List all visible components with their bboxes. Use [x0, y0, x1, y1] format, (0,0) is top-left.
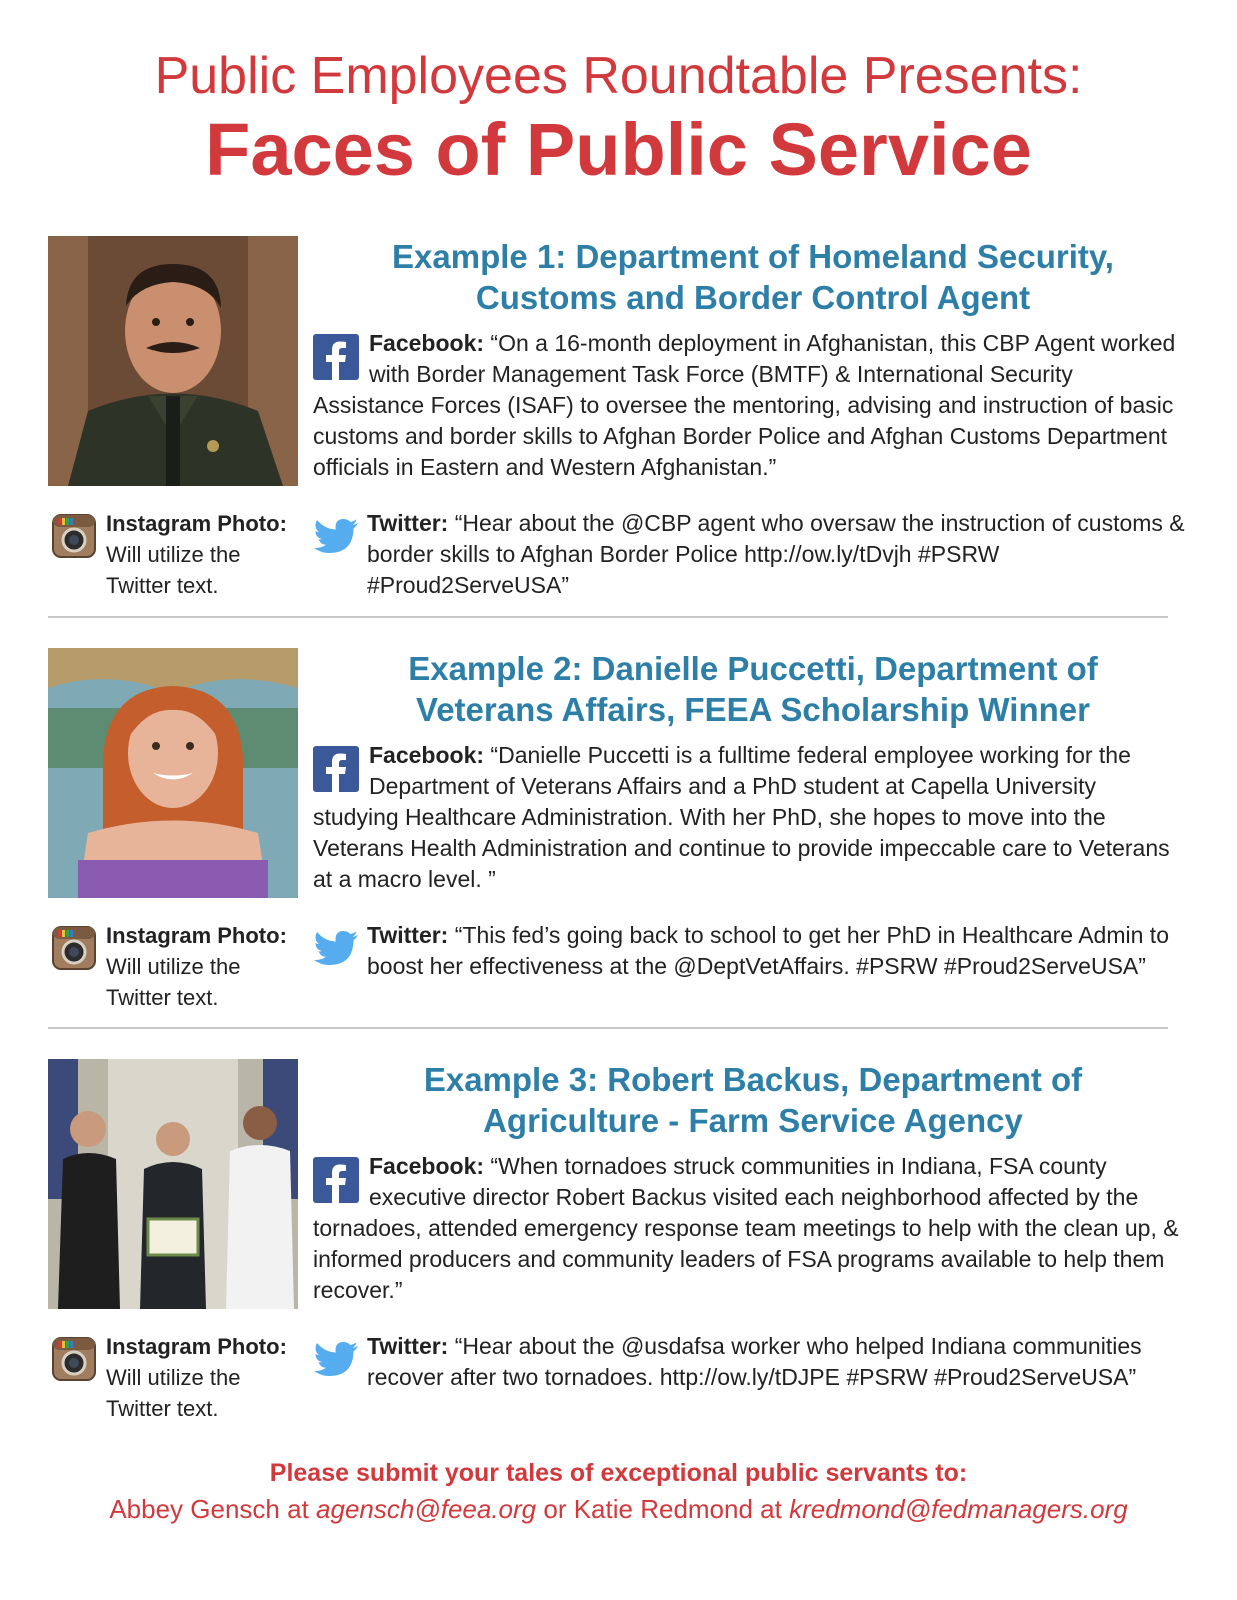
twitter-text: “Hear about the @usdafsa worker who helped Indiana communities recover after two tornadoes. http://ow.ly/tDJPE #PSRW #Proud2ServeUSA” — [367, 1333, 1142, 1390]
facebook-icon — [313, 334, 359, 380]
facebook-block-2 — [313, 740, 1188, 895]
footer-connector: at — [279, 1494, 317, 1524]
facebook-text: “On a 16-month deployment in Afghanistan, this CBP Agent worked with Border Management Task Force (BMTF) & International Security Assistance Forces (ISAF) to oversee the mentoring, advising and instruction of basic customs and border skills to Afghan Border Police and Afghan Customs Department officials in Eastern and Western Afghanistan.” — [313, 330, 1176, 480]
facebook-label: Facebook: — [369, 742, 485, 768]
section-divider — [48, 1027, 1168, 1029]
twitter-block-3 — [313, 1331, 1188, 1393]
twitter-text: “This fed’s going back to school to get her PhD in Healthcare Admin to boost her effectiveness at the @DeptVetAffairs. #PSRW #Proud2ServeUSA” — [367, 922, 1169, 979]
instagram-text: Will utilize the — [106, 1365, 241, 1390]
instagram-icon — [52, 1337, 96, 1381]
example-photo-1 — [48, 236, 298, 486]
contact-name: Abbey Gensch — [109, 1494, 280, 1524]
facebook-block-3 — [313, 1151, 1188, 1306]
example-title-line: Veterans Affairs, FEEA Scholarship Winner — [416, 691, 1090, 728]
instagram-text: Will utilize the — [106, 954, 241, 979]
header-subtitle: Public Employees Roundtable Presents: — [154, 47, 1083, 105]
example-title-line: Example 1: Department of Homeland Security, — [392, 238, 1114, 275]
footer-contacts — [0, 1490, 1237, 1528]
facebook-label: Facebook: — [369, 330, 485, 356]
section-divider — [48, 616, 1168, 618]
facebook-label: Facebook: — [369, 1153, 485, 1179]
twitter-label: Twitter: — [367, 922, 449, 948]
example-title-line: Agriculture - Farm Service Agency — [483, 1102, 1023, 1139]
twitter-block-2 — [313, 920, 1188, 982]
twitter-text: “Hear about the @CBP agent who oversaw the instruction of customs & border skills to Afghan Border Police http://ow.ly/tDvjh #PSRW #Proud2ServeUSA” — [367, 510, 1185, 598]
instagram-text: Will utilize the — [106, 542, 241, 567]
contact-email-link[interactable]: agensch@feea.org — [316, 1494, 537, 1524]
footer-connector: or — [536, 1494, 574, 1524]
instagram-icon — [52, 926, 96, 970]
twitter-label: Twitter: — [367, 1333, 449, 1359]
instagram-label: Instagram Photo: — [106, 511, 287, 536]
footer-call-to-action: Please submit your tales of exceptional public servants to: — [269, 1459, 968, 1487]
twitter-block-1 — [313, 508, 1188, 601]
instagram-label: Instagram Photo: — [106, 923, 287, 948]
twitter-icon — [313, 930, 359, 970]
example-title-3 — [318, 1059, 1188, 1141]
twitter-icon — [313, 1341, 359, 1381]
instagram-text: Twitter text. — [106, 573, 219, 598]
instagram-icon — [52, 514, 96, 558]
facebook-icon — [313, 746, 359, 792]
instagram-text: Twitter text. — [106, 1396, 219, 1421]
facebook-block-1 — [313, 328, 1188, 483]
page-title: Faces of Public Service — [205, 108, 1032, 191]
page-footer — [0, 1456, 1237, 1528]
contact-email-link[interactable]: kredmond@fedmanagers.org — [789, 1494, 1128, 1524]
twitter-icon — [313, 518, 359, 558]
example-title-line: Example 3: Robert Backus, Department of — [423, 1061, 1083, 1098]
instagram-text: Twitter text. — [106, 985, 219, 1010]
example-title-1 — [318, 236, 1188, 318]
page-header — [0, 44, 1237, 192]
instagram-label: Instagram Photo: — [106, 1334, 287, 1359]
contact-name: Katie Redmond — [573, 1494, 753, 1524]
example-photo-3 — [48, 1059, 298, 1309]
example-title-line: Example 2: Danielle Puccetti, Department of — [408, 650, 1098, 687]
example-title-line: Customs and Border Control Agent — [475, 279, 1031, 316]
footer-connector: at — [752, 1494, 790, 1524]
facebook-text: “When tornadoes struck communities in Indiana, FSA county executive director Robert Backus visited each neighborhood affected by the tornadoes, attended emergency response team meetings to help with the clean up, & informed producers and community leaders of FSA programs available to help them recover.” — [313, 1153, 1179, 1303]
facebook-text: “Danielle Puccetti is a fulltime federal employee working for the Department of Veterans Affairs and a PhD student at Capella University studying Healthcare Administration. With her PhD, she hopes to move into the Veterans Health Administration and continue to provide impeccable care to Veterans at a macro level. ” — [313, 742, 1170, 892]
twitter-label: Twitter: — [367, 510, 449, 536]
example-title-2 — [318, 648, 1188, 730]
facebook-icon — [313, 1157, 359, 1203]
example-photo-2 — [48, 648, 298, 898]
